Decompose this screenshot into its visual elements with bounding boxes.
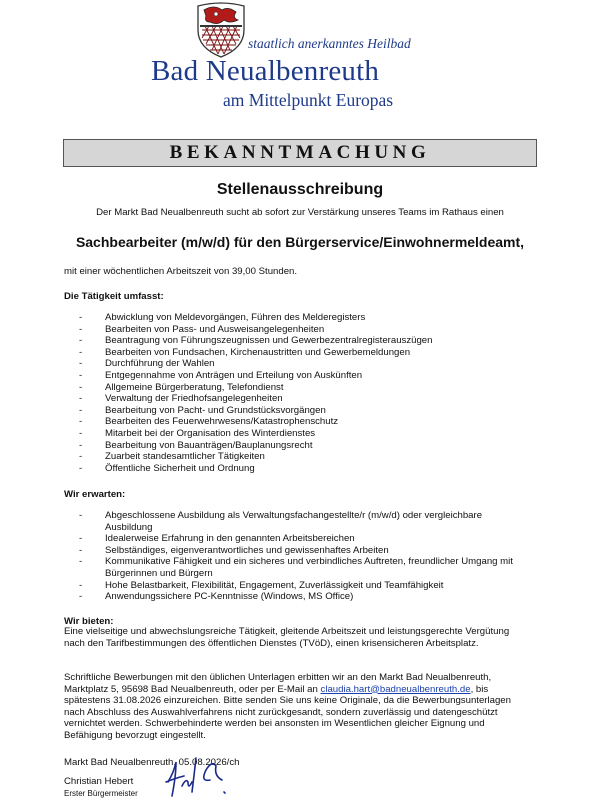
list-item: - Idealerweise Erfahrung in den genannten Arbeitsbereichen bbox=[79, 533, 355, 545]
place-date: Markt Bad Neualbenreuth, 05.08.2026/ch bbox=[64, 757, 240, 768]
duties-heading: Die Tätigkeit umfasst: bbox=[64, 291, 164, 302]
duties-list bbox=[79, 312, 432, 474]
position-title: Sachbearbeiter (m/w/d) für den Bürgerservice/Einwohnermeldeamt, bbox=[75, 234, 525, 250]
list-item: - Anwendungssichere PC-Kenntnisse (Windows, MS Office) bbox=[79, 591, 354, 603]
town-motto: am Mittelpunkt Europas bbox=[223, 90, 394, 110]
announcement-banner bbox=[63, 139, 537, 167]
list-item: - Allgemeine Bürgerberatung, Telefondienst bbox=[79, 381, 284, 393]
working-hours-text: mit einer wöchentlichen Arbeitszeit von 39,00 Stunden. bbox=[64, 266, 298, 277]
list-item: - Durchführung der Wahlen bbox=[79, 358, 215, 370]
signer-name: Christian Hebert bbox=[64, 776, 134, 787]
list-item: - Öffentliche Sicherheit und Ordnung bbox=[79, 462, 255, 474]
list-item: - Mitarbeit bei der Organisation des Winterdienstes bbox=[79, 427, 316, 439]
list-item: - Bearbeiten von Pass- und Ausweisangelegenheiten bbox=[79, 323, 325, 335]
offer-text: Eine vielseitige und abwechslungsreiche Tätigkeit, gleitende Arbeitszeit und leistungsgerechte Vergütung nach den Tarifbestimmungen des öffentlichen Dienstes (TVöD), einen krisensicheren Arbeitsplatz. bbox=[64, 626, 510, 649]
list-item: - Kommunikative Fähigkeit und ein sicheres und verbindliches Auftreten, freundlicher Umgang mit Bürgerinnen und Bürgern bbox=[79, 556, 513, 579]
expectations-list bbox=[79, 510, 519, 603]
list-item: - Zuarbeit standesamtlicher Tätigkeiten bbox=[79, 451, 265, 463]
list-item: - Bearbeitung von Pacht- und Grundstücksvorgängen bbox=[79, 404, 326, 416]
application-text: Schriftliche Bewerbungen mit den üblichen Unterlagen erbitten wir an den Markt Bad Neualbenreuth, Marktplatz 5, 95698 Bad Neualbenreuth, oder per E-Mail an claudia.hart@badneualbenreuth.de, bis spätestens 31.08.2026 einzureichen. Bitte senden Sie uns keine Originale, da die Bewerbungsunterlagen nach Abschluss des Auswahlverfahrens nicht zurückgesandt, sondern zuverlässig und datengeschützt vernichtet werden. Schwerbehinderte werden bei ansonsten im Wesentlichen gleicher Eignung und Befähigung bevorzugt eingestellt. bbox=[64, 672, 511, 741]
signer-role: Erster Bürgermeister bbox=[64, 789, 138, 798]
list-item: - Abwicklung von Meldevorgängen, Führen des Melderegisters bbox=[79, 312, 366, 323]
list-item: - Selbständiges, eigenverantwortliches und gewissenhaftes Arbeiten bbox=[79, 544, 389, 556]
document-title: Stellenausschreibung bbox=[216, 181, 384, 198]
list-item: - Verwaltung der Friedhofsangelegenheiten bbox=[79, 393, 283, 405]
list-item: - Bearbeitung von Bauanträgen/Bauplanungsrecht bbox=[79, 439, 313, 451]
email-link[interactable]: claudia.hart@badneualbenreuth.de bbox=[320, 683, 471, 695]
handwritten-signature bbox=[162, 752, 242, 800]
list-item: - Abgeschlossene Ausbildung als Verwaltungsfachangestellte/r (m/w/d) oder vergleichbare Ausbildung bbox=[79, 510, 483, 533]
list-item: - Bearbeiten des Feuerwehrwesens/Katastrophenschutz bbox=[79, 416, 339, 428]
list-item: - Bearbeiten von Fundsachen, Kirchenaustritten und Gewerbemeldungen bbox=[79, 346, 411, 358]
list-item: - Entgegennahme von Anträgen und Erteilung von Auskünften bbox=[79, 369, 363, 381]
heilbad-tagline: staatlich anerkanntes Heilbad bbox=[248, 36, 411, 51]
announcement-banner-text: BEKANNTMACHUNG bbox=[169, 142, 431, 163]
list-item: - Beantragung von Führungszeugnissen und Gewerbezentralregisterauszügen bbox=[79, 335, 433, 347]
list-item: - Hohe Belastbarkeit, Flexibilität, Engagement, Zuverlässigkeit und Teamfähigkeit bbox=[79, 579, 444, 591]
coat-of-arms-logo bbox=[188, 0, 254, 58]
offer-heading: Wir bieten: bbox=[64, 616, 114, 627]
intro-text: Der Markt Bad Neualbenreuth sucht ab sofort zur Verstärkung unseres Teams im Rathaus einen bbox=[96, 207, 504, 218]
expectations-heading: Wir erwarten: bbox=[64, 489, 126, 500]
town-name: Bad Neualbenreuth bbox=[151, 55, 380, 87]
